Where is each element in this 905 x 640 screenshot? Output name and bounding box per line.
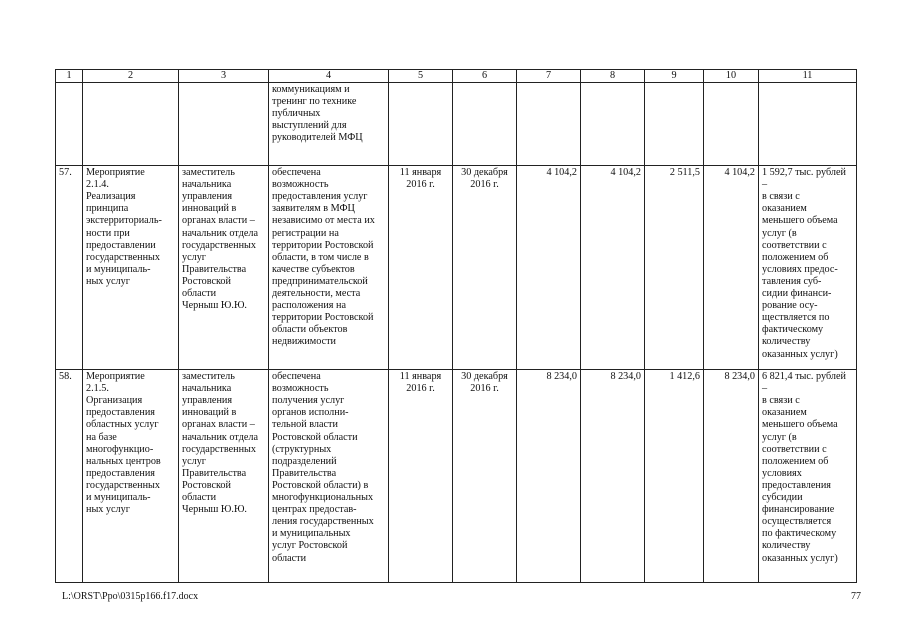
col-header: 9 bbox=[645, 70, 704, 83]
col-header: 2 bbox=[83, 70, 179, 83]
table-cell bbox=[453, 83, 517, 166]
table-cell bbox=[581, 83, 645, 166]
row-number: 57. bbox=[56, 166, 83, 370]
value-col7: 4 104,2 bbox=[517, 166, 581, 370]
col-header: 4 bbox=[269, 70, 389, 83]
continuation-row bbox=[56, 83, 857, 166]
value-col8: 4 104,2 bbox=[581, 166, 645, 370]
table-cell bbox=[179, 83, 269, 166]
table-row bbox=[56, 166, 857, 370]
report-table bbox=[55, 69, 857, 583]
measure-name: Мероприятие 2.1.4. Реализация принципа экстерриториаль- ности при предоставлении государственных и муниципаль- ных услуг bbox=[83, 166, 179, 370]
executor: заместитель начальника управления инноваций в органах власти – начальник отдела государственных услуг Правительства Ростовской области Черныш Ю.Ю. bbox=[179, 166, 269, 370]
value-col10: 8 234,0 bbox=[704, 370, 759, 583]
expected-result: обеспечена возможность предоставления услуг заявителям в МФЦ независимо от места их регистрации на территории Ростовской области, в том числе в качестве субъектов предпринимательской деятельности, места расположения на территории Ростовской области объектов недвижимости bbox=[269, 166, 389, 370]
col-header: 5 bbox=[389, 70, 453, 83]
value-col10: 4 104,2 bbox=[704, 166, 759, 370]
note: 1 592,7 тыс. рублей – в связи с оказанием меньшего объема услуг (в соответствии с положением об условиях предос- тавления суб- сидии финанси- рование осу- ществляется по фактическому количеству оказанных услуг) bbox=[759, 166, 857, 370]
page-number: 77 bbox=[851, 591, 861, 602]
col-header: 1 bbox=[56, 70, 83, 83]
note: 6 821,4 тыс. рублей – в связи с оказанием меньшего объема услуг (в соответствии с положением об условиях предоставления субсидии финансирование осуществляется по фактическому количеству оказанных услуг) bbox=[759, 370, 857, 583]
table-cell bbox=[517, 83, 581, 166]
table-cell bbox=[83, 83, 179, 166]
start-date: 11 января 2016 г. bbox=[389, 166, 453, 370]
col-header: 10 bbox=[704, 70, 759, 83]
value-col9: 1 412,6 bbox=[645, 370, 704, 583]
col-header: 6 bbox=[453, 70, 517, 83]
executor: заместитель начальника управления инноваций в органах власти – начальник отдела государственных услуг Правительства Ростовской области Черныш Ю.Ю. bbox=[179, 370, 269, 583]
value-col8: 8 234,0 bbox=[581, 370, 645, 583]
column-number-row bbox=[56, 70, 857, 83]
col-header: 3 bbox=[179, 70, 269, 83]
value-col7: 8 234,0 bbox=[517, 370, 581, 583]
col-header: 11 bbox=[759, 70, 857, 83]
table-cell bbox=[56, 83, 83, 166]
measure-name: Мероприятие 2.1.5. Организация предоставления областных услуг на базе многофункцио- нальных центров предоставления государственных и муниципаль- ных услуг bbox=[83, 370, 179, 583]
col-header: 8 bbox=[581, 70, 645, 83]
table-cell bbox=[389, 83, 453, 166]
col-header: 7 bbox=[517, 70, 581, 83]
end-date: 30 декабря 2016 г. bbox=[453, 370, 517, 583]
value-col9: 2 511,5 bbox=[645, 166, 704, 370]
table-cell bbox=[645, 83, 704, 166]
end-date: 30 декабря 2016 г. bbox=[453, 166, 517, 370]
footer-file-path: L:\ORST\Ppo\0315p166.f17.docx bbox=[62, 591, 199, 602]
table-cell bbox=[759, 83, 857, 166]
result-cell: коммуникациям и тренинг по технике публичных выступлений для руководителей МФЦ bbox=[269, 83, 389, 166]
expected-result: обеспечена возможность получения услуг органов исполни- тельной власти Ростовской области (структурных подразделений Правительства Ростовской области) в многофункциональных центрах предостав- ления государственных и муниципальных услуг Ростовской области bbox=[269, 370, 389, 583]
table-cell bbox=[704, 83, 759, 166]
start-date: 11 января 2016 г. bbox=[389, 370, 453, 583]
row-number: 58. bbox=[56, 370, 83, 583]
table-row bbox=[56, 370, 857, 583]
